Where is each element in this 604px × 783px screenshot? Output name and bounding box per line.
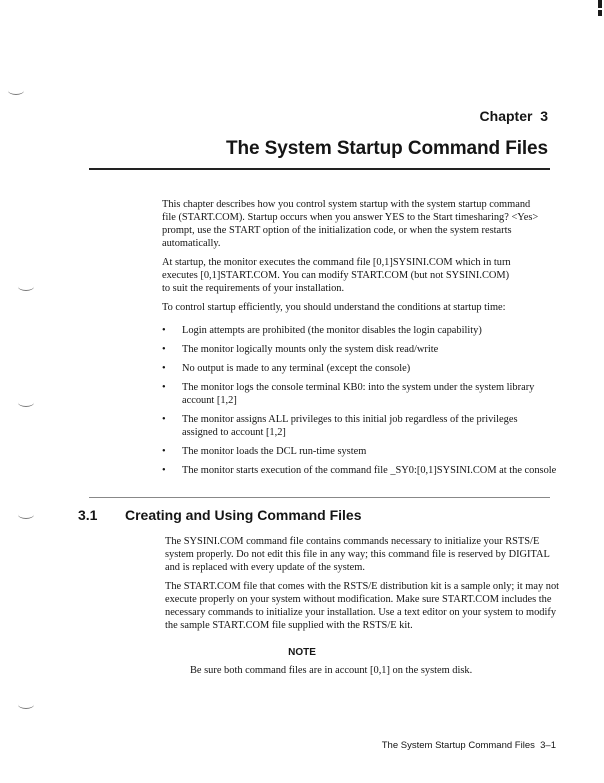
running-title: The System Startup Command Files — [381, 740, 535, 751]
list-item: • The monitor logically mounts only the system disk read/write — [162, 343, 562, 356]
startup-conditions-list — [162, 324, 562, 483]
list-item: • Login attempts are prohibited (the monitor disables the login capability) — [162, 324, 562, 337]
scan-mark — [598, 10, 602, 16]
intro-paragraph: At startup, the monitor executes the command file [0,1]SYSINI.COM which in turn executes [0,1]START.COM. You can modify START.COM (but not SYSINI.COM) to suit the requirements of your installation. — [162, 257, 511, 294]
list-item: • The monitor logs the console terminal KB0: into the system under the system library account [1,2] — [162, 381, 562, 407]
intro-paragraph: To control startup efficiently, you should understand the conditions at startup time: — [162, 302, 506, 313]
page-number: 3–1 — [540, 740, 556, 751]
note-text: Be sure both command files are in account [0,1] on the system disk. — [190, 665, 473, 676]
intro-text — [162, 198, 540, 320]
section-paragraph: The SYSINI.COM command file contains commands necessary to initialize your RSTS/E system properly. Do not edit this file in any way; this command file is reserved by DIGITAL and is replaced with every update of the system. — [165, 536, 550, 573]
section-text — [165, 535, 560, 638]
section-title: Creating and Using Command Files — [125, 507, 362, 523]
list-item: • The monitor loads the DCL run-time system — [162, 445, 562, 458]
section-paragraph: The START.COM file that comes with the RSTS/E distribution kit is a sample only; it may not execute properly on your system without modification. Make sure START.COM includes the necessary commands to initialize your installation. Use a text editor on your system to modify the sample START.COM file supplied with the RSTS/E kit. — [165, 581, 560, 631]
list-item: • The monitor assigns ALL privileges to this initial job regardless of the privileges assigned to account [1,2] — [162, 413, 542, 439]
chapter-label: Chapter 3 — [479, 108, 548, 124]
binding-mark — [18, 700, 34, 709]
intro-paragraph: This chapter describes how you control system startup with the system startup command file (START.COM). Startup occurs when you answer YES to the Start timesharing? <Yes> prompt, use the START option of the initialization code, or when the system restarts automatically. — [162, 199, 539, 249]
note-heading: NOTE — [288, 647, 316, 658]
binding-mark — [18, 510, 34, 519]
chapter-rule — [89, 168, 550, 170]
list-item: • The monitor starts execution of the command file _SY0:[0,1]SYSINI.COM at the console — [162, 464, 562, 477]
binding-mark — [18, 398, 34, 407]
page-footer — [382, 740, 556, 751]
scan-mark — [598, 0, 602, 8]
section-number: 3.1 — [78, 507, 98, 523]
list-item: • No output is made to any terminal (except the console) — [162, 362, 562, 375]
binding-mark — [8, 86, 24, 95]
binding-mark — [18, 282, 34, 291]
chapter-title: The System Startup Command Files — [226, 138, 548, 159]
section-rule — [89, 497, 550, 498]
